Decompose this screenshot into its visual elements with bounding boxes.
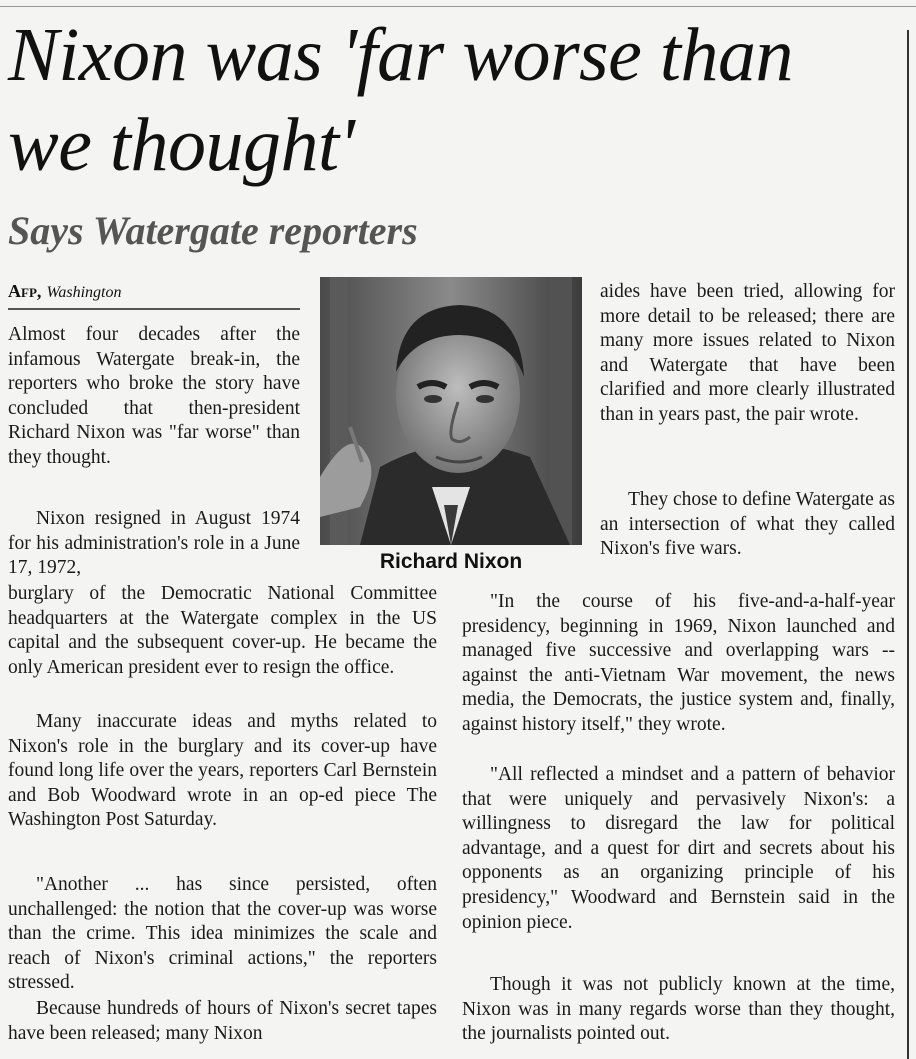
- article-paragraph-2-cont: burglary of the Democratic National Committee headquarters at the Watergate complex in the US capital and the subsequent cover-up. He became the only American president ever to resign the office.: [8, 583, 437, 678]
- byline-agency: Afp,: [8, 281, 42, 301]
- article-paragraph-8: "In the course of his five-and-a-half-year presidency, beginning in 1969, Nixon launched and managed five successive and overlapping wars -- against the anti-Vietnam War movement, the news media, the Democrats, the justice system and, finally, against history itself," they wrote.: [462, 591, 895, 735]
- article-paragraph-10: Though it was not publicly known at the time, Nixon was in many regards worse than they thought, the journalists pointed out.: [462, 974, 895, 1045]
- headline: [8, 10, 903, 190]
- photo-caption: Richard Nixon: [379, 550, 523, 573]
- article-paragraph-1: Almost four decades after the infamous Watergate break-in, the reporters who broke the story have concluded that then-president Richard Nixon was "far worse" than they thought.: [8, 324, 300, 468]
- article-paragraph-3: Many inaccurate ideas and myths related to Nixon's role in the burglary and its cover-up have found long life over the years, reporters Carl Bernstein and Bob Woodward wrote in an op-ed piece The Washington Post Saturday.: [8, 711, 437, 831]
- headline-line-1: Nixon was 'far worse than: [8, 13, 793, 97]
- article-paragraph-2-start: Nixon resigned in August 1974 for his administration's role in a June 17, 1972,: [8, 508, 300, 579]
- article-paragraph-9: "All reflected a mindset and a pattern of behavior that were uniquely and pervasively Nixon's: a willingness to disregard the law for political advantage, and a quest for dirt and secrets about his opponents as an organizing principle of his presidency," Woodward and Bernstein said in the opinion piece.: [462, 764, 895, 933]
- article-paragraph-4: "Another ... has since persisted, often unchallenged: the notion that the cover-up was worse than the crime. This idea minimizes the scale and reach of Nixon's criminal actions," the reporters stressed.: [8, 874, 437, 994]
- column-rule: [907, 30, 909, 1059]
- headline-line-2: we thought': [8, 103, 355, 187]
- article-paragraph-6: aides have been tried, allowing for more detail to be released; there are many more issues related to Nixon and Watergate that have been clarified and more clearly illustrated than in years past, the pair wrote.: [600, 281, 895, 425]
- byline: [8, 281, 121, 302]
- portrait-image: [320, 277, 582, 545]
- top-rule: [0, 6, 916, 7]
- article-paragraph-7: They chose to define Watergate as an intersection of what they called Nixon's five wars.: [600, 489, 895, 560]
- subheadline: Says Watergate reporters: [8, 208, 418, 253]
- byline-place: Washington: [46, 284, 122, 301]
- nixon-photo: [320, 277, 582, 545]
- article-paragraph-5: Because hundreds of hours of Nixon's secret tapes have been released; many Nixon: [8, 998, 437, 1044]
- byline-rule: [8, 308, 300, 310]
